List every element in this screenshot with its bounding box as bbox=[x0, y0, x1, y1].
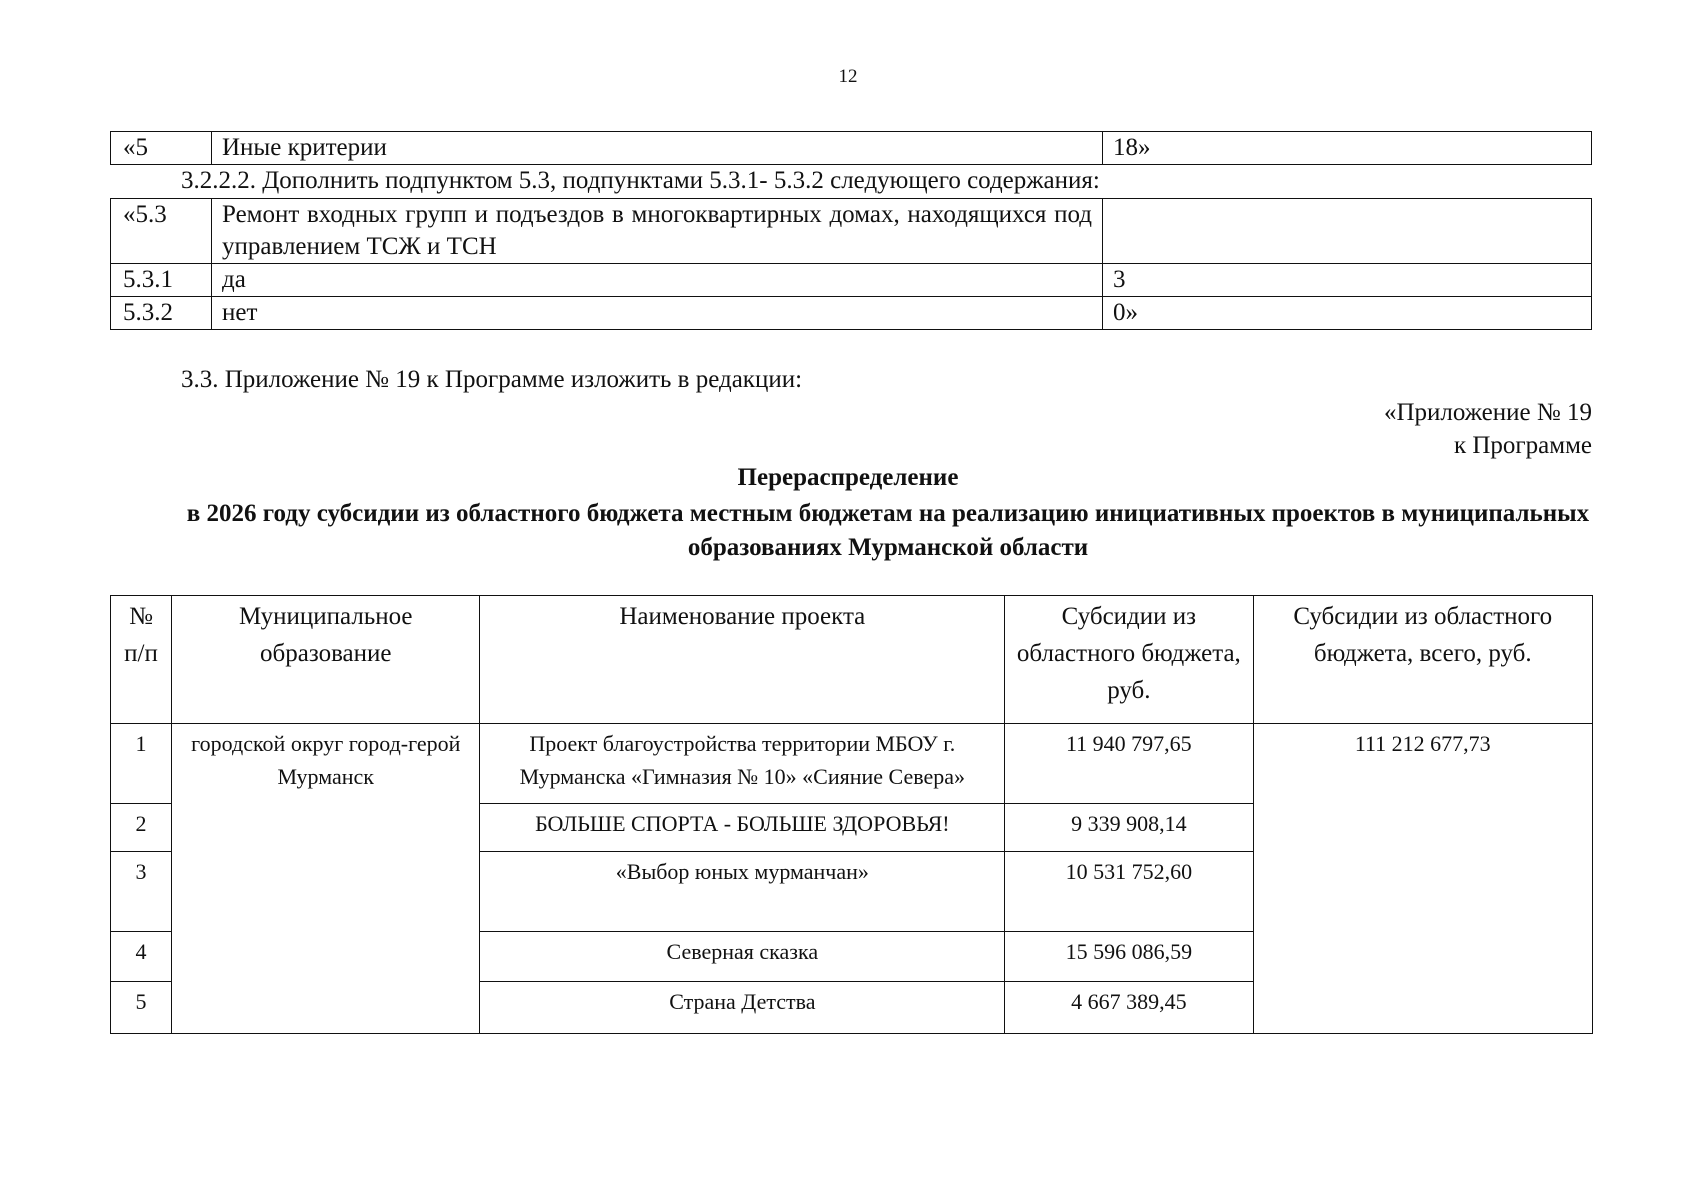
table-row bbox=[111, 199, 1592, 264]
row-number: 5 bbox=[111, 982, 172, 1034]
amendment-paragraph: 3.3. Приложение № 19 к Программе изложить в редакции: bbox=[181, 366, 803, 393]
criteria-value bbox=[1103, 199, 1592, 264]
table-row bbox=[111, 264, 1592, 297]
table-header-row bbox=[111, 596, 1593, 724]
document-subtitle: в 2026 году субсидии из областного бюджета местным бюджетам на реализацию инициативных проектов в муниципальных образованиях Мурманской области bbox=[186, 500, 1590, 561]
appendix-label-line: «Приложение № 19 bbox=[1383, 399, 1592, 426]
page-number: 12 bbox=[838, 66, 858, 87]
row-number: 1 bbox=[111, 724, 172, 804]
table-row bbox=[111, 132, 1592, 165]
column-header-subsidy: Субсидии из областного бюджета, руб. bbox=[1005, 596, 1253, 724]
criteria-text: да bbox=[212, 264, 1103, 297]
column-header-number: № п/п bbox=[111, 596, 172, 724]
project-name: Проект благоустройства территории МБОУ г. Мурманска «Гимназия № 10» «Сияние Севера» bbox=[480, 724, 1005, 804]
subsidy-amount: 9 339 908,14 bbox=[1005, 804, 1253, 852]
criteria-text: Иные критерии bbox=[212, 132, 1103, 165]
criteria-table-top bbox=[110, 131, 1592, 165]
project-name: Страна Детства bbox=[480, 982, 1005, 1034]
subsidy-table bbox=[110, 595, 1593, 1034]
row-number: 4 bbox=[111, 932, 172, 982]
criteria-table-new bbox=[110, 198, 1592, 330]
criteria-value: 18» bbox=[1103, 132, 1592, 165]
row-number: 2 bbox=[111, 804, 172, 852]
appendix-label bbox=[1384, 396, 1592, 462]
criteria-number: «5 bbox=[111, 132, 212, 165]
criteria-number: 5.3.2 bbox=[111, 297, 212, 330]
appendix-label-line: к Программе bbox=[1453, 432, 1592, 459]
subsidy-amount: 4 667 389,45 bbox=[1005, 982, 1253, 1034]
subsidy-amount: 11 940 797,65 bbox=[1005, 724, 1253, 804]
municipality-cell: городской округ город-герой Мурманск bbox=[172, 724, 480, 1034]
criteria-value: 3 bbox=[1103, 264, 1592, 297]
project-name: Северная сказка bbox=[480, 932, 1005, 982]
document-title: Перераспределение bbox=[737, 464, 959, 491]
criteria-number: «5.3 bbox=[111, 199, 212, 264]
subsidy-total: 111 212 677,73 bbox=[1253, 724, 1592, 1034]
criteria-number: 5.3.1 bbox=[111, 264, 212, 297]
criteria-text: нет bbox=[212, 297, 1103, 330]
amendment-paragraph: 3.2.2.2. Дополнить подпунктом 5.3, подпунктами 5.3.1- 5.3.2 следующего содержания: bbox=[181, 167, 1100, 194]
row-number: 3 bbox=[111, 852, 172, 932]
project-name: БОЛЬШЕ СПОРТА - БОЛЬШЕ ЗДОРОВЬЯ! bbox=[480, 804, 1005, 852]
criteria-value: 0» bbox=[1103, 297, 1592, 330]
criteria-text: Ремонт входных групп и подъездов в многоквартирных домах, находящихся под управлением ТСЖ и ТСН bbox=[212, 199, 1103, 264]
table-row bbox=[111, 724, 1593, 804]
subsidy-amount: 15 596 086,59 bbox=[1005, 932, 1253, 982]
project-name: «Выбор юных мурманчан» bbox=[480, 852, 1005, 932]
subsidy-amount: 10 531 752,60 bbox=[1005, 852, 1253, 932]
table-row bbox=[111, 297, 1592, 330]
column-header-project: Наименование проекта bbox=[480, 596, 1005, 724]
column-header-subsidy-total: Субсидии из областного бюджета, всего, руб. bbox=[1253, 596, 1592, 724]
column-header-municipality: Муниципальное образование bbox=[172, 596, 480, 724]
